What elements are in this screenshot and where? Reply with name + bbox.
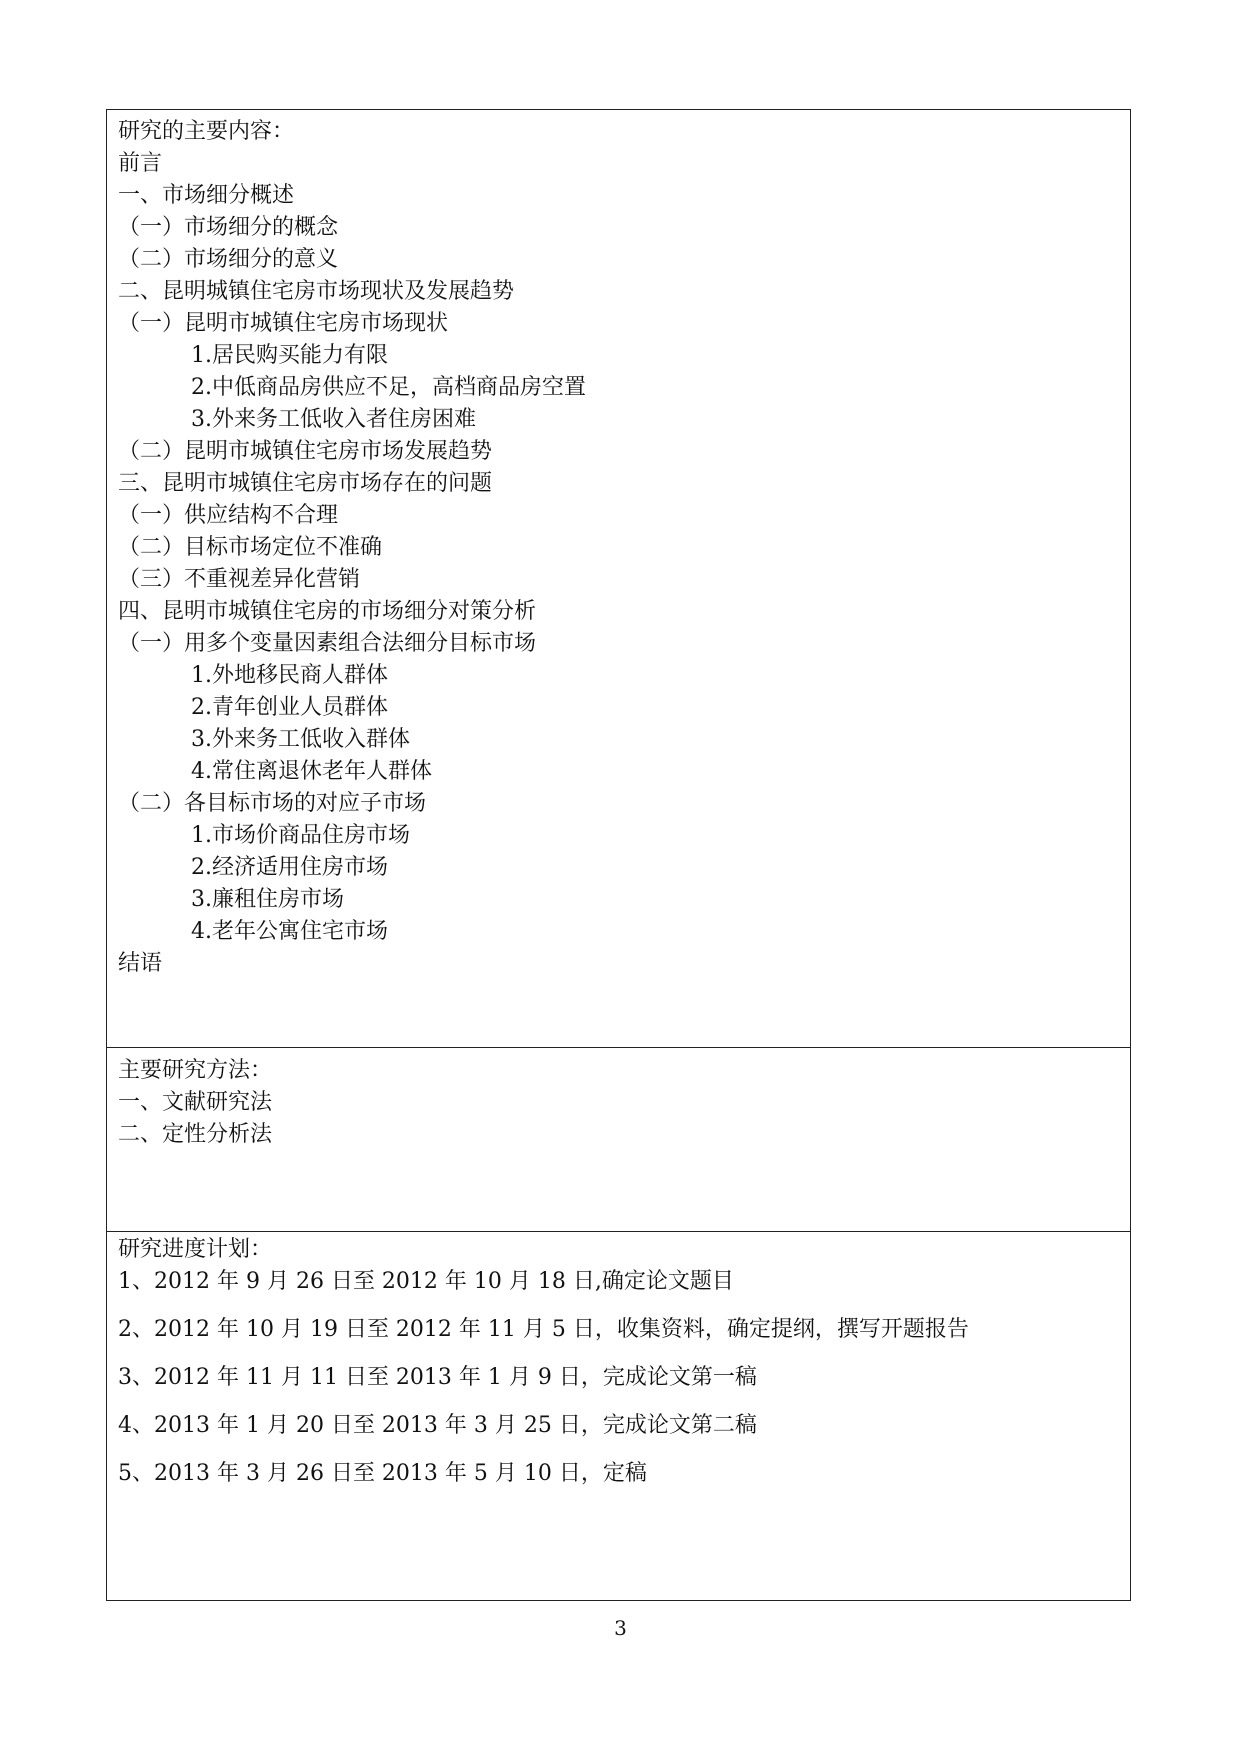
research-methods-list: [118, 1055, 1122, 1151]
plan-item: 3、2012 年 11 月 11 日至 2013 年 1 月 9 日，完成论文第一稿: [118, 1365, 757, 1390]
outline-line: （二）市场细分的意义: [118, 247, 339, 272]
outline-line: 一、市场细分概述: [118, 183, 295, 208]
outline-line: 4.常住离退休老年人群体: [191, 759, 432, 784]
research-plan-heading: 研究进度计划：: [118, 1237, 273, 1262]
outline-line: （三）不重视差异化营销: [118, 567, 361, 592]
research-plan-list: [118, 1234, 1122, 1506]
outline-line: 2.青年创业人员群体: [191, 695, 388, 720]
plan-item: 4、2013 年 1 月 20 日至 2013 年 3 月 25 日，完成论文第二稿: [118, 1413, 757, 1438]
plan-item: 2、2012 年 10 月 19 日至 2012 年 11 月 5 日，收集资料，确定提纲，撰写开题报告: [118, 1317, 969, 1342]
research-methods-heading: 主要研究方法：: [118, 1058, 273, 1083]
outline-line: （一）用多个变量因素组合法细分目标市场: [118, 631, 537, 656]
outline-line: 1.市场价商品住房市场: [191, 823, 410, 848]
outline-line: （二）各目标市场的对应子市场: [118, 791, 427, 816]
outline-line: 三、昆明市城镇住宅房市场存在的问题: [118, 471, 493, 496]
research-methods-section: [107, 1048, 1130, 1232]
outline-line: （一）供应结构不合理: [118, 503, 339, 528]
outline-line: 四、昆明市城镇住宅房的市场细分对策分析: [118, 599, 537, 624]
proposal-table: [106, 109, 1131, 1601]
plan-item: 5、2013 年 3 月 26 日至 2013 年 5 月 10 日，定稿: [118, 1461, 647, 1486]
research-content-heading: 研究的主要内容：: [118, 119, 295, 144]
outline-line: 前言: [118, 151, 163, 176]
outline-line: 2.中低商品房供应不足，高档商品房空置: [191, 375, 586, 400]
method-item: 一、文献研究法: [118, 1090, 273, 1115]
outline-line: 结语: [118, 951, 163, 976]
outline-line: 2.经济适用住房市场: [191, 855, 388, 880]
research-content-section: [107, 110, 1130, 1048]
outline-line: （二）昆明市城镇住宅房市场发展趋势: [118, 439, 493, 464]
outline-line: 4.老年公寓住宅市场: [191, 919, 388, 944]
outline-line: （二）目标市场定位不准确: [118, 535, 383, 560]
outline-line: 3.廉租住房市场: [191, 887, 344, 912]
outline-line: 3.外来务工低收入群体: [191, 727, 410, 752]
outline-line: 1.外地移民商人群体: [191, 663, 388, 688]
research-content-outline: [118, 116, 1122, 980]
outline-line: 3.外来务工低收入者住房困难: [191, 407, 476, 432]
outline-line: 1.居民购买能力有限: [191, 343, 388, 368]
page-number: 3: [614, 1616, 627, 1640]
plan-item: 1、2012 年 9 月 26 日至 2012 年 10 月 18 日,确定论文题目: [118, 1269, 734, 1294]
outline-line: 二、昆明城镇住宅房市场现状及发展趋势: [118, 279, 515, 304]
outline-line: （一）昆明市城镇住宅房市场现状: [118, 311, 449, 336]
method-item: 二、定性分析法: [118, 1122, 273, 1147]
research-plan-section: [107, 1232, 1130, 1600]
outline-line: （一）市场细分的概念: [118, 215, 339, 240]
